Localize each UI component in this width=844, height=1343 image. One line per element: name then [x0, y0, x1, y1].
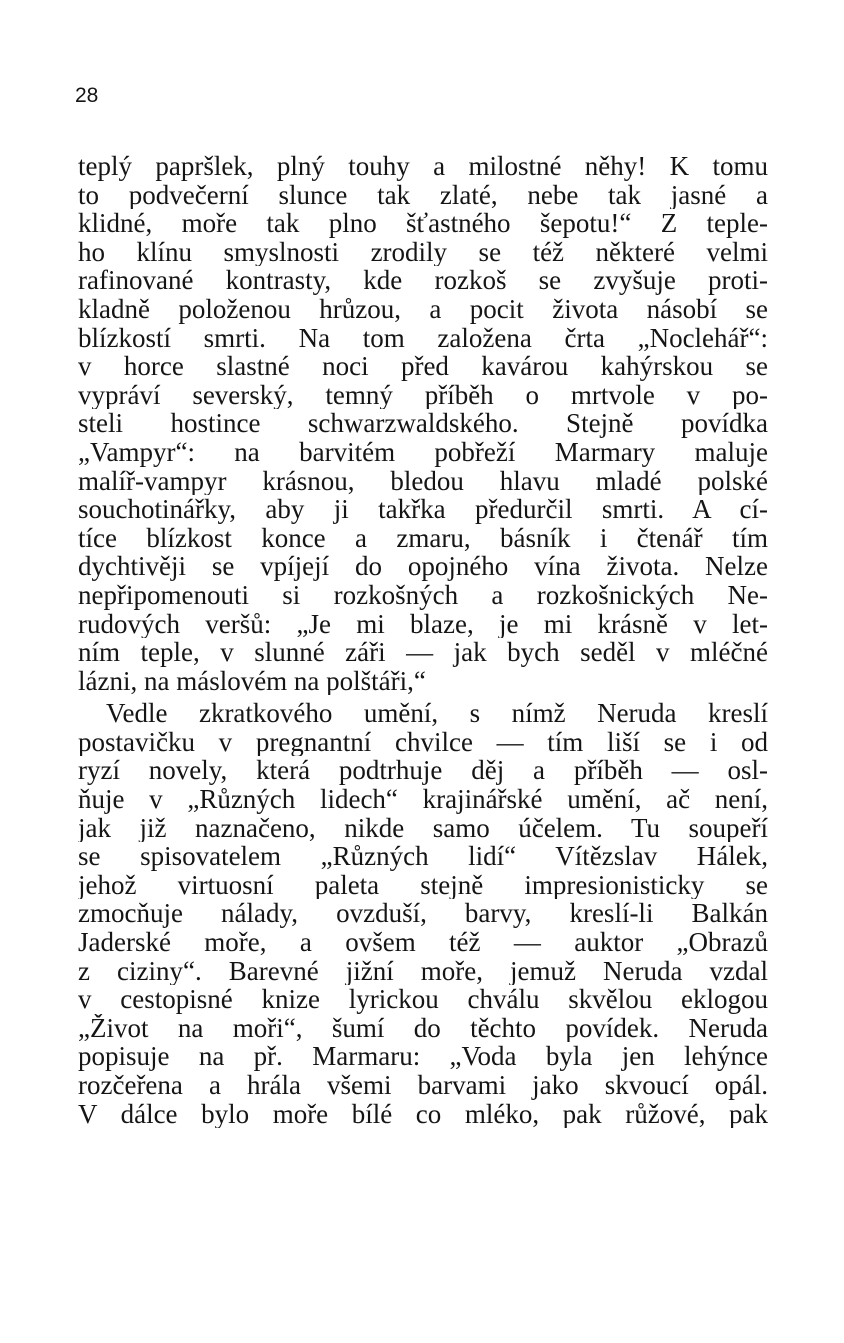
- text-line: ho klínu smyslnosti zrodily se též některé velmi: [78, 237, 768, 267]
- text-line: nepřipomenouti si rozkošných a rozkošnických Ne-: [78, 580, 768, 610]
- text-line: steli hostince schwarzwaldského. Stejně povídka: [78, 409, 768, 438]
- text-line: blízkostí smrti. Na tom založena črta „Noclehář“:: [78, 323, 768, 353]
- text-line: dychtivěji se vpíjejí do opojného vína života. Nelze: [78, 552, 768, 581]
- text-line: Vedle zkratkového umění, s nímž Neruda kreslí: [106, 699, 768, 728]
- text-line: „Vampyr“: na barvitém pobřeží Marmary maluje: [78, 437, 768, 467]
- paragraph-1: [78, 152, 768, 695]
- text-line: zmocňuje nálady, ovzduší, barvy, kreslí-li Balkán: [78, 899, 768, 929]
- text-line: jak již naznačeno, nikde samo účelem. Tu soupeří: [78, 813, 768, 843]
- text-line: teplý papršlek, plný touhy a milostné něhy! K tomu: [78, 152, 768, 181]
- text-line: rafinované kontrasty, kde rozkoš se zvyšuje proti-: [78, 266, 768, 295]
- text-line: v horce slastné noci před kavárou kahýrskou se: [78, 352, 768, 381]
- text-line: lázni, na máslovém na polštáři,“: [78, 666, 426, 696]
- text-line: se spisovatelem „Různých lidí“ Vítězslav Hálek,: [78, 842, 768, 871]
- text-line: klidné, moře tak plno šťastného šepotu!“ Z teple-: [78, 209, 768, 238]
- page-number: 28: [75, 84, 99, 107]
- text-line: kladně položenou hrůzou, a pocit života násobí se: [78, 294, 768, 324]
- text-line: ňuje v „Různých lidech“ krajinářské umění, ač není,: [78, 785, 768, 814]
- text-line: V dálce bylo moře bílé co mléko, pak růžové, pak: [78, 1099, 768, 1129]
- text-line: rozčeřena a hrála všemi barvami jako skvoucí opál.: [78, 1071, 768, 1100]
- text-line: souchotinářky, aby ji takřka předurčil smrti. A cí-: [78, 495, 768, 524]
- text-line: rudových veršů: „Je mi blaze, je mi krásně v let-: [78, 609, 768, 639]
- text-line: ryzí novely, která podtrhuje děj a příběh — osl-: [78, 756, 768, 786]
- text-line: ním teple, v slunné záři — jak bych seděl v mléčné: [78, 638, 768, 667]
- text-line: popisuje na př. Marmaru: „Voda byla jen lehýnce: [78, 1042, 768, 1071]
- text-line: Jaderské moře, a ovšem též — auktor „Obrazů: [78, 928, 768, 957]
- text-line: malíř-vampyr krásnou, bledou hlavu mladé polské: [78, 466, 768, 496]
- text-line: v cestopisné knize lyrickou chválu skvělou eklogou: [78, 985, 768, 1014]
- text-line: z ciziny“. Barevné jižní moře, jemuž Neruda vzdal: [78, 956, 768, 986]
- text-line: postavičku v pregnantní chvilce — tím liší se i od: [78, 727, 768, 757]
- paragraph-2: [78, 699, 768, 1128]
- text-line: jehož virtuosní paleta stejně impresionisticky se: [78, 870, 768, 900]
- body-text: [78, 152, 768, 1128]
- text-line: to podvečerní slunce tak zlaté, nebe tak jasné a: [78, 180, 768, 210]
- text-line: vypráví severský, temný příběh o mrtvole v po-: [78, 380, 768, 410]
- text-line: tíce blízkost konce a zmaru, básník i čtenář tím: [78, 523, 768, 553]
- text-line: „Život na moři“, šumí do těchto povídek. Neruda: [78, 1013, 768, 1043]
